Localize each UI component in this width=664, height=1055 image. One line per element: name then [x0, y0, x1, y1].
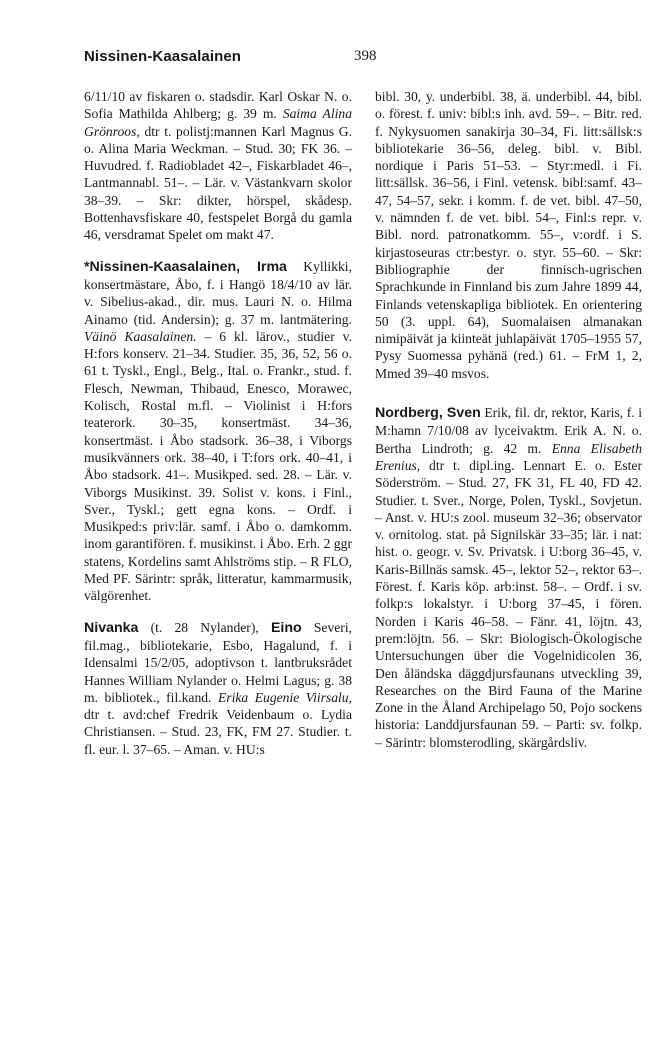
entry-headword: Nordberg, Sven — [375, 405, 481, 422]
entry-spouse-name: Väinö Kaasalainen. — [84, 328, 197, 344]
entry-nissinen-continued — [84, 88, 352, 244]
entry-spouse-name: Enna Elisabeth Erenius, — [375, 440, 642, 473]
page-number: 398 — [354, 48, 377, 64]
entry-text: bibl. 30, y. underbibl. 38, ä. underbibl. 44, bibl. o. förest. f. univ: bibl:s inh. avd. 59–. – Bitr. red. f. Nykysuomen sanakirja 30–34, Fi. litt:sällsk:s bibliotekarie 36–56, deleg. bibl. v. Bibl. nordique i Paris 51–53. – Styr:medl. i Fi. litt:sällsk. 36–56, i Finl. vetensk. bibl:samf. 43–47, 54–57, sekr. i komm. f. de vet. bibl. 47–50, v. nämnden f. de vet. bibl. 54–, Finl:s repr. v. Bibl. nord. patronatkomm. 55–, v:ordf. i S. kirjastoseuras ctr:bestyr. o. styr. 55–60. – Skr: Bibliographie der finnisch-ugrischen Sprachkunde in Finnland bis zum Jahre 1899 44, Finlands vetenskapliga bibliotek. En orientering 50 (3. uppl. 64), Suomalaisen almanakan nimipäivät ja kiinteät juhlapäivät 1705–1955 57, Pysy Suomessa pyhänä (red.) 61. – FrM 1, 2, Mmed 39–40 msvos. — [375, 89, 642, 381]
entry-headword: *Nissinen-Kaasalainen, Irma — [84, 258, 287, 275]
entry-text: 6/11/10 av fiskaren o. stadsdir. Karl Oskar N. o. Sofia Mathilda Ahlberg; g. 39 m. — [84, 89, 352, 122]
entry-spouse-name: Saima Alina Grönroos, — [84, 106, 352, 139]
entry-text: dtr t. polistj:mannen Karl Magnus G. o. Alina Maria Weckman. – Stud. 30; FK 36. – Huvudred. f. Radiobladet 42–, Fiskarbladet 46–, Lantmannabl. 51–. – Lär. v. Västankvarn skolor 38–39. – Skr: dikter, hörspel, skådesp. Bottenhavsfiskare 40, festspelet Borgå du gamla 46, versdramat Spelet om makt 47. — [84, 123, 352, 243]
entry-spouse-name: Erika Eugenie Viirsalu, — [218, 689, 352, 705]
entry-nivanka-continued — [375, 88, 642, 382]
left-column — [84, 88, 352, 758]
right-column — [375, 88, 642, 751]
entry-text: (t. 28 Nylander), — [138, 619, 271, 635]
entry-text: Severi, fil.mag., bibliotekarie, Esbo, Hagalund, f. i Idensalmi 15/2/05, adoptivson t. lantbruksrådet Hannes William Nylander o. Helmi Lagus; g. 38 m. bibliotek., fil.kand. — [84, 619, 352, 705]
entry-text: – 6 kl. lärov., studier v. H:fors konserv. 21–34. Studier. 35, 36, 52, 56 o. 61 t. Tyskl., Engl., Belg., Ital. o. Frankr., stud. f. Flesch, Newman, Thibaud, Enesco, Morawec, Kolisch, Rostal m.fl. – Violinist i H:fors teaterork. 30–35, konsertmäst. 34–36, konsertmäst. i Åbo stadsork. 36–38, i Viborgs musikvänners ork. 38–40, i T:fors ork. 40–41, i Åbo stadsork. 41–. Musikped. sed. 28. – Lär. v. Viborgs Musikinst. 39. Solist v. kons. i Finl., Sver., Tyskl.; gett egna kons. – Ordf. i Musikped:s priv:lär. samf. i Åbo o. damkomm. inom garantifören. f. musikinst. i Åbo. Erh. 2 ggr statens, Kordelins samt Ahlströms stip. – R FLO, Med PF. Särintr: språk, litteratur, kammarmusik, välgörenhet. — [84, 328, 352, 604]
entry-nissinen-kaasalainen — [84, 258, 352, 605]
page-header — [84, 48, 624, 74]
entry-text: Erik, fil. dr, rektor, Karis, f. i M:hamn 7/10/08 av lyceivaktm. Erik A. N. o. Bertha Lindroth; g. 42 m. — [375, 405, 642, 456]
entry-text: dtr t. avd:chef Fredrik Veidenbaum o. Lydia Christiansen. – Stud. 23, FK, FM 27. Studier. t. fl. eur. l. 37–65. – Aman. v. HU:s — [84, 707, 352, 757]
entry-nordberg — [375, 404, 642, 751]
entry-headword: Nivanka — [84, 619, 139, 636]
entry-text: dtr t. dipl.ing. Lennart E. o. Ester Söderström. – Stud. 27, FK 31, FL 40, FD 42. Studier. t. Sver., Norge, Polen, Tyskl., Sovjetun. – Anst. v. HU:s zool. museum 32–36; observator v. ornitolog. stat. på Signilskär 33–35; lär. i nat: hist. o. geogr. v. Sv. Privatsk. i U:borg 36–45, v. Karis-Billnäs samsk. 45–, lektor 52–, rektor 63–. Förest. f. Karis köp. arb:inst. 58–. – Ordf. i sv. folkp:s lokalstyr. i U:borg 37–45, i fören. Norden i Karis 46–58. – Fänr. 41, löjtn. 43, prem:löjtn. 56. – Skr: Biologisch-Ökologische Untersuchungen über die Vogelnidicolen 36, Den åländska däggdjursfaunans utveckling 39, Researches on the Bird Fauna of the Marine Zone in the Åland Archipelago 50, Pojo sockens historia: Landdjursfaunan 59. – Parti: sv. folkp. – Särintr: blomsterodling, skärgårdsliv. — [375, 457, 642, 750]
entry-text: Kyllikki, konsertmästare, Åbo, f. i Hangö 18/4/10 av lär. v. Sibelius-akad., dir. mus. Lauri N. o. Hilma Ainamo (tid. Andersin); g. 37 m. lantmätering. — [84, 258, 352, 327]
running-head: Nissinen-Kaasalainen — [84, 48, 242, 65]
entry-nivanka — [84, 619, 352, 758]
entry-headword-given-name: Eino — [270, 619, 302, 636]
